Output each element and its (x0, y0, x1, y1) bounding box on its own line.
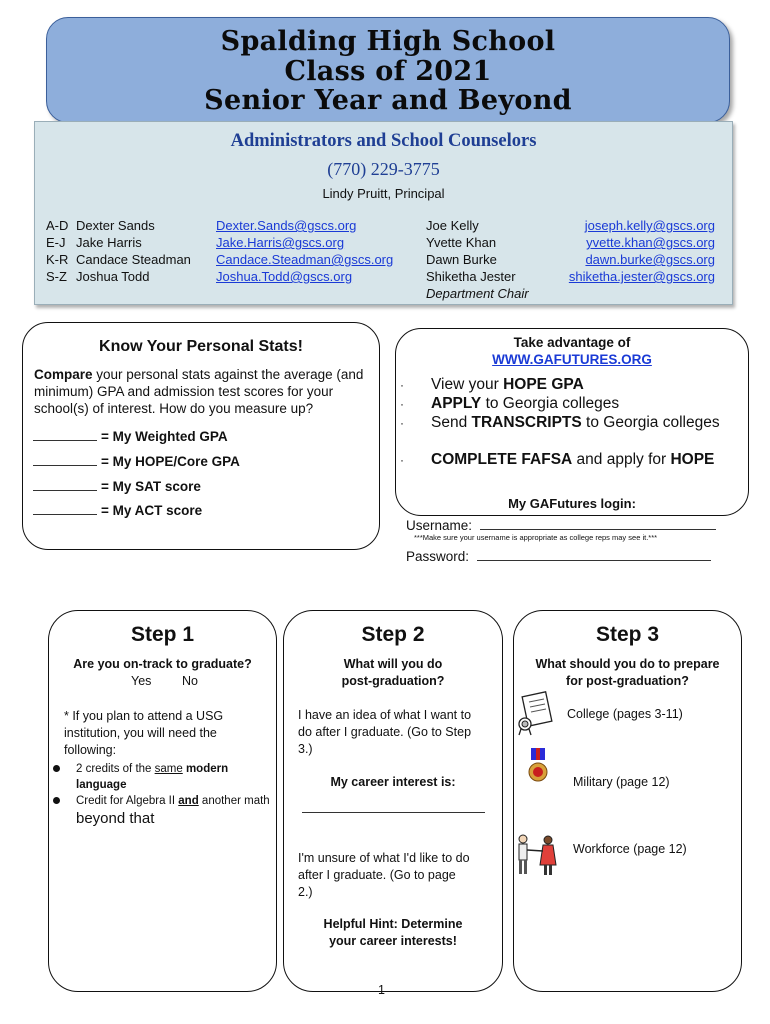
email-link[interactable]: Dexter.Sands@gscs.org (216, 218, 357, 233)
counselor-row: S-Z Joshua Todd (46, 269, 150, 284)
bullet: · (400, 378, 404, 392)
career-interest-label: My career interest is: (330, 775, 456, 789)
gafutures-link[interactable]: WWW.GAFUTURES.ORG (492, 352, 652, 367)
military-option: Military (page 12) (573, 775, 670, 789)
bullet: · (400, 453, 404, 467)
stat-sat: = My SAT score (33, 479, 201, 494)
stat-hope-gpa: = My HOPE/Core GPA (33, 454, 240, 469)
bullet: · (400, 416, 404, 430)
ga-item: View your HOPE GPA (431, 376, 584, 393)
bullet-dot (53, 797, 60, 804)
email-link[interactable]: Candace.Steadman@gscs.org (216, 252, 394, 267)
email-link[interactable]: Joshua.Todd@gscs.org (216, 269, 353, 284)
step2-question: What will you do post-graduation? (341, 657, 445, 688)
ga-item: Send TRANSCRIPTS to Georgia colleges (431, 414, 720, 431)
email-link[interactable]: yvette.khan@gscs.org (586, 235, 715, 250)
bullet-dot (53, 765, 60, 772)
email-link[interactable]: joseph.kelly@gscs.org (584, 218, 715, 233)
title-banner (46, 17, 730, 123)
usg-note: * If you plan to attend a USG institution, you will need the following: (64, 709, 224, 757)
step1-title: Step 1 (130, 623, 195, 646)
email-link[interactable]: dawn.burke@gscs.org (585, 252, 715, 267)
blank-line[interactable] (33, 504, 97, 515)
step3-title: Step 3 (595, 623, 660, 646)
banner-subtitle: Senior Year and Beyond (204, 85, 572, 116)
blank-line[interactable] (33, 455, 97, 466)
step1-question: Are you on-track to graduate? (73, 657, 252, 671)
no-option[interactable]: No (182, 674, 198, 688)
page-number: 1 (378, 983, 385, 997)
step3-question: What should you do to prepare for post-graduation? (535, 657, 720, 688)
counselor-row: E-J Jake Harris (46, 235, 142, 250)
step3-box (513, 610, 742, 992)
counselors-panel (34, 121, 733, 305)
requirement-math: Credit for Algebra II and another math beyond that (76, 795, 270, 827)
counselors-title: Administrators and School Counselors (230, 131, 537, 151)
school-name: Spalding High School (220, 26, 556, 57)
counselors-phone: (770) 229-3775 (327, 159, 440, 179)
bullet: · (400, 397, 404, 411)
ga-item: COMPLETE FAFSA and apply for HOPE (431, 451, 715, 468)
workforce-option: Workforce (page 12) (573, 842, 687, 856)
gafutures-login-label: My GAFutures login: (508, 496, 636, 511)
stats-title: Know Your Personal Stats! (99, 338, 303, 355)
yes-option[interactable]: Yes (131, 674, 152, 688)
password-input[interactable] (477, 550, 711, 561)
email-link[interactable]: shiketha.jester@gscs.org (568, 269, 715, 284)
handshake-workforce-icon (513, 832, 559, 878)
blank-line[interactable] (33, 480, 97, 491)
principal-name: Lindy Pruitt, Principal (322, 186, 445, 201)
requirement-language: 2 credits of the same modern language (76, 763, 229, 791)
counselor-name: Joe Kelly (426, 218, 479, 233)
counselor-name: Dawn Burke (426, 252, 497, 267)
counselor-name: Shiketha Jester (426, 269, 516, 284)
class-year: Class of 2021 (284, 56, 492, 87)
stat-act: = My ACT score (33, 503, 202, 518)
diploma-icon (516, 688, 554, 736)
career-interest-input[interactable] (302, 812, 485, 813)
step2-title: Step 2 (361, 623, 425, 646)
username-input[interactable] (480, 519, 716, 530)
step2-idea-text: I have an idea of what I want to do after I graduate. (Go to Step 3.) (298, 708, 472, 756)
stats-intro: Compare your personal stats against the average (and minimum) GPA and admission test scores for your school(s) of interest. How do you measure up? (34, 367, 364, 416)
counselor-name: Yvette Khan (426, 235, 497, 250)
counselor-row: A-D Dexter Sands (46, 218, 155, 233)
ga-item: APPLY to Georgia colleges (431, 395, 620, 412)
college-option: College (pages 3-11) (567, 707, 683, 721)
step2-unsure-text: I'm unsure of what I'd like to do after I graduate. (Go to page 2.) (298, 851, 470, 899)
username-note: ***Make sure your username is appropriate as college reps may see it.*** (414, 533, 658, 542)
helpful-hint: Helpful Hint: Determine your career interests! (323, 917, 463, 948)
blank-line[interactable] (33, 430, 97, 441)
username-row: Username: (406, 518, 716, 533)
department-chair-note: Department Chair (426, 286, 529, 301)
counselor-row: K-R Candace Steadman (46, 252, 191, 267)
step2-box (283, 610, 503, 992)
password-row: Password: (406, 549, 711, 564)
stat-weighted-gpa: = My Weighted GPA (33, 429, 228, 444)
military-medal-icon (527, 748, 549, 788)
email-link[interactable]: Jake.Harris@gscs.org (216, 235, 345, 250)
gafutures-title: Take advantage of (513, 335, 631, 350)
